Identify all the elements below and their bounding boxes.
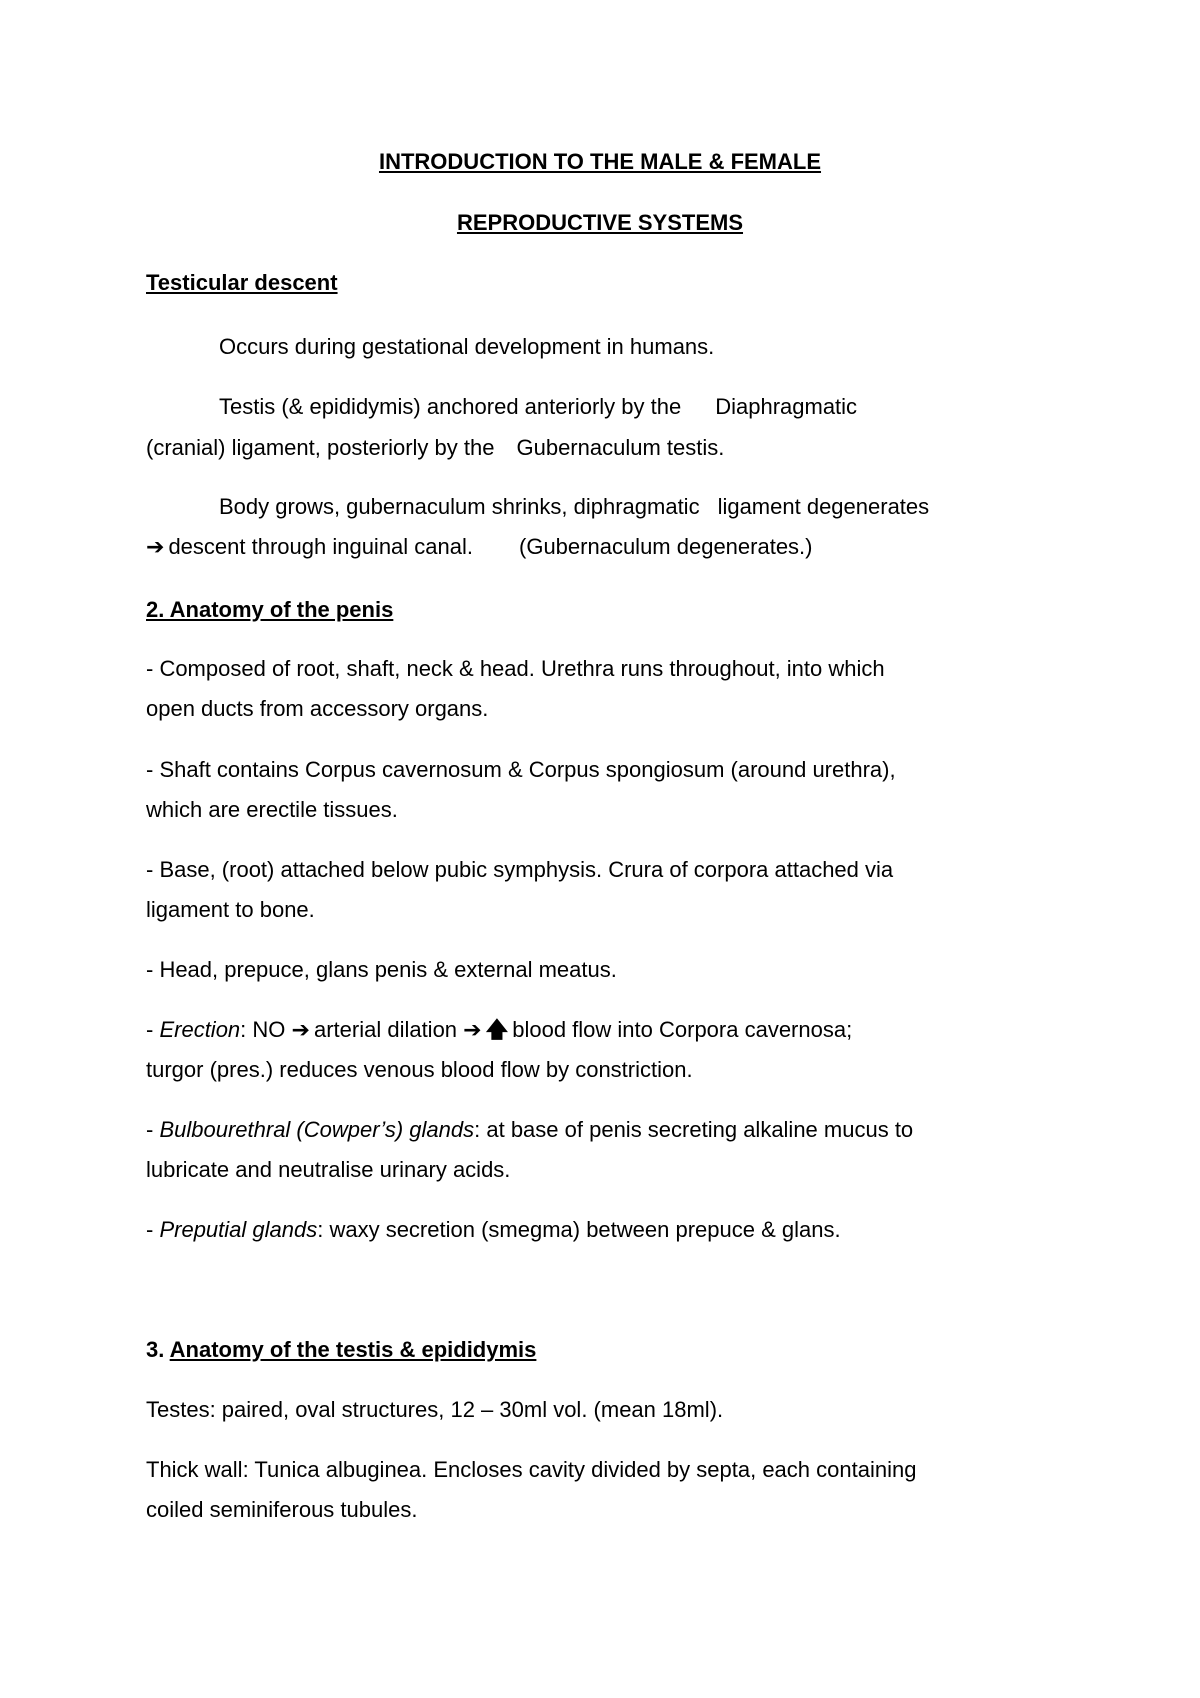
paragraph-gestation: Occurs during gestational development in humans. — [219, 334, 715, 359]
bullet-preputial — [146, 1215, 841, 1245]
bullet-bulbourethral-line2: lubricate and neutralise urinary acids. — [146, 1157, 511, 1182]
bullet-shaft-line2: which are erectile tissues. — [146, 797, 398, 822]
paragraph-thick-wall-line2: coiled seminiferous tubules. — [146, 1497, 418, 1522]
text-blood-flow: blood flow into Corpora cavernosa; — [512, 1017, 853, 1042]
section-heading-testicular-descent: Testicular descent — [146, 270, 338, 295]
bullet-shaft-line1: - Shaft contains Corpus cavernosum & Corpus spongiosum (around urethra), — [146, 757, 896, 782]
bullet-composed-line1: - Composed of root, shaft, neck & head. Urethra runs throughout, into which — [146, 656, 885, 681]
bullet-base-line1: - Base, (root) attached below pubic symphysis. Crura of corpora attached via — [146, 857, 894, 882]
text-descent: descent through inguinal canal. — [168, 534, 473, 559]
bullet-erection-line1 — [146, 1015, 852, 1045]
bullet-head: - Head, prepuce, glans penis & external meatus. — [146, 957, 617, 982]
right-arrow-icon: ➔ — [291, 1017, 310, 1042]
bullet-composed-line2: open ducts from accessory organs. — [146, 696, 489, 721]
bullet-dash: - — [146, 1017, 160, 1042]
text-bulbourethral: : at base of penis secreting alkaline mucus to — [474, 1117, 914, 1142]
paragraph-anchored-line2 — [146, 433, 724, 463]
right-arrow-icon: ➔ — [463, 1017, 482, 1042]
up-arrow-icon: 🡅 — [485, 1017, 509, 1042]
bullet-dash: - — [146, 1117, 160, 1142]
paragraph-thick-wall-line1: Thick wall: Tunica albuginea. Encloses cavity divided by septa, each containing — [146, 1457, 917, 1482]
text-arterial-dilation: arterial dilation — [313, 1017, 458, 1042]
bullet-dash: - — [146, 1217, 160, 1242]
term-preputial: Preputial glands — [159, 1217, 318, 1242]
bullet-bulbourethral-line1 — [146, 1115, 913, 1145]
paragraph-anchored-line1 — [219, 392, 857, 422]
bullet-erection-line2: turgor (pres.) reduces venous blood flow by constriction. — [146, 1057, 693, 1082]
section-number: 3. — [146, 1337, 170, 1362]
section-heading-text: Anatomy of the testis & epididymis — [169, 1337, 537, 1362]
text-body-grows: Body grows, gubernaculum shrinks, diphragmatic — [219, 494, 700, 519]
paragraph-body-grows-line1 — [219, 492, 929, 522]
title-line-2: REPRODUCTIVE SYSTEMS — [456, 210, 744, 235]
term-bulbourethral: Bulbourethral (Cowper’s) glands — [159, 1117, 475, 1142]
text-ligament-degenerates: ligament degenerates — [717, 494, 930, 519]
text-preputial: : waxy secretion (smegma) between prepuce & glans. — [317, 1217, 841, 1242]
title-line-1: INTRODUCTION TO THE MALE & FEMALE — [378, 149, 822, 174]
text-no: : NO — [240, 1017, 286, 1042]
text-anchored: Testis (& epididymis) anchored anteriorly by the — [219, 394, 682, 419]
paragraph-body-grows-line2 — [146, 532, 813, 562]
bullet-base-line2: ligament to bone. — [146, 897, 315, 922]
right-arrow-icon: ➔ — [146, 534, 165, 559]
text-gubernaculum-testis: Gubernaculum testis. — [516, 435, 725, 460]
section-heading-anatomy-testis — [146, 1335, 536, 1365]
text-gubernaculum-degenerates: (Gubernaculum degenerates.) — [519, 534, 813, 559]
text-diaphragmatic: Diaphragmatic — [715, 394, 858, 419]
text-cranial-ligament: (cranial) ligament, posteriorly by the — [146, 435, 495, 460]
paragraph-testes: Testes: paired, oval structures, 12 – 30ml vol. (mean 18ml). — [146, 1397, 724, 1422]
section-heading-anatomy-penis: 2. Anatomy of the penis — [146, 597, 394, 622]
term-erection: Erection — [159, 1017, 241, 1042]
